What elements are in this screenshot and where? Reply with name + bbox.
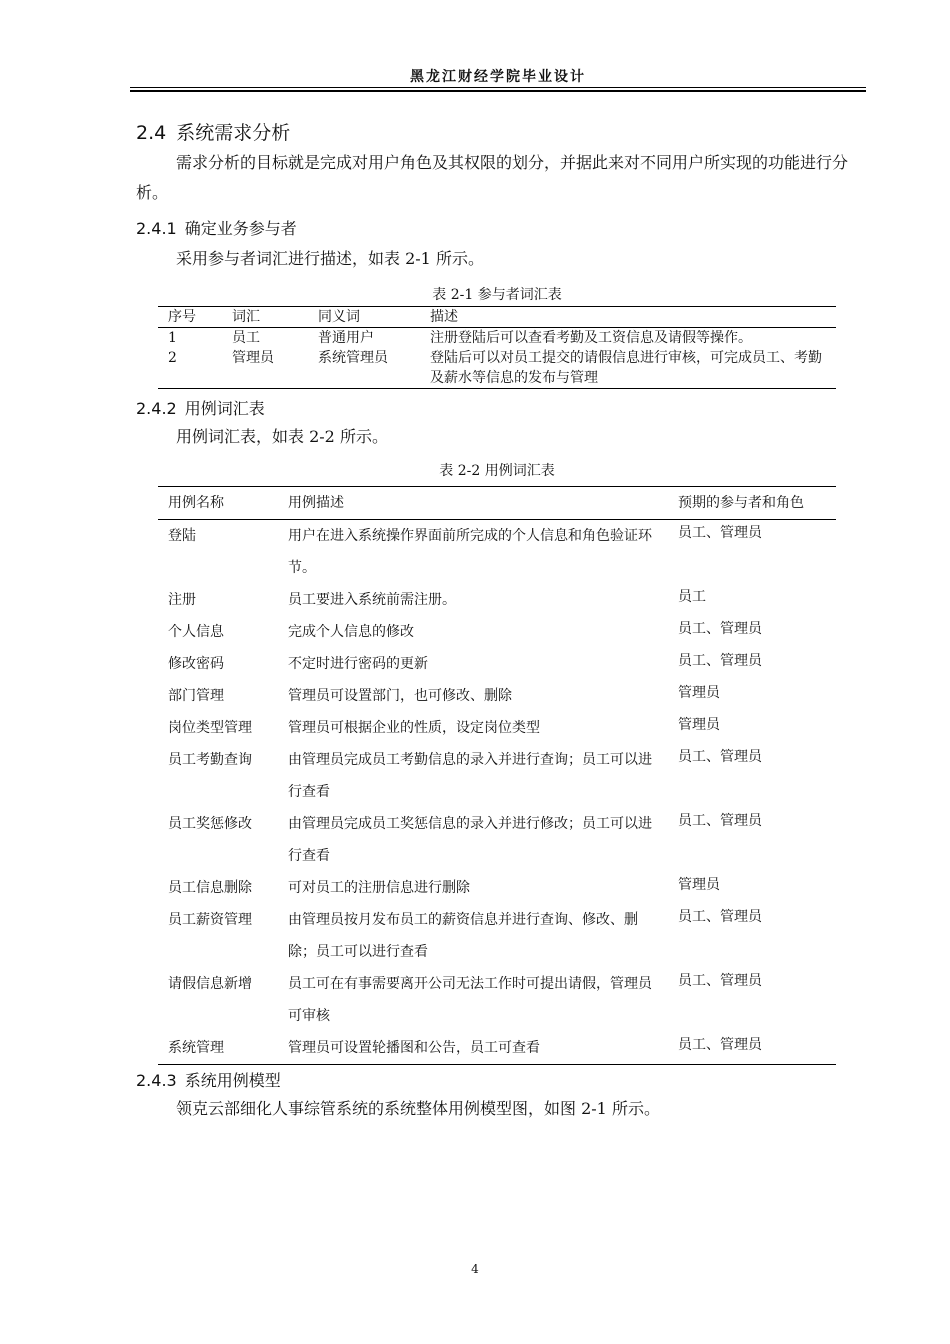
- table-row: [158, 680, 836, 712]
- table-cell: 完成个人信息的修改: [288, 624, 414, 640]
- section-title: 系统需求分析: [176, 122, 291, 144]
- table-cell: 管理员可根据企业的性质，设定岗位类型: [288, 720, 540, 736]
- table-cell: 由管理员按月发布员工的薪资信息并进行查询、修改、删除；员工可以进行查看: [288, 912, 638, 960]
- table-cell: 修改密码: [168, 656, 224, 672]
- table-cell: 员工、管理员: [678, 525, 762, 541]
- table-row: [158, 904, 836, 968]
- table-cell: 用户在进入系统操作界面前所完成的个人信息和角色验证环节。: [288, 528, 652, 576]
- table-cell: 管理员: [678, 877, 720, 893]
- table-cell: 不定时进行密码的更新: [288, 656, 428, 672]
- subsection-title: 确定业务参与者: [184, 219, 297, 238]
- table-cell: 系统管理: [168, 1040, 224, 1056]
- table-cell: 管理员: [678, 717, 720, 733]
- table-cell: 员工要进入系统前需注册。: [288, 592, 456, 608]
- table-cell: 员工、管理员: [678, 621, 762, 637]
- table-cell: 请假信息新增: [168, 976, 252, 992]
- table-row: [158, 584, 836, 616]
- column-header: 预期的参与者和角色: [668, 487, 836, 520]
- column-header: 用例描述: [278, 487, 668, 520]
- table-cell: 管理员: [678, 685, 720, 701]
- table-cell: 员工: [678, 589, 706, 605]
- table-header-row: [158, 487, 836, 520]
- table-row: [158, 616, 836, 648]
- table-cell: 由管理员完成员工考勤信息的录入并进行查询；员工可以进行查看: [288, 752, 652, 800]
- table-cell: 个人信息: [168, 624, 224, 640]
- column-header: 序号: [158, 307, 222, 328]
- table-cell: 注册登陆后可以查看考勤及工资信息及请假等操作。: [430, 330, 752, 346]
- table-row: [158, 808, 836, 872]
- subsection-heading-1: [136, 216, 297, 239]
- table-row: [158, 1032, 836, 1065]
- subsection-title: 用例词汇表: [184, 399, 265, 418]
- table-cell: 员工、管理员: [678, 749, 762, 765]
- table-cell: 员工、管理员: [678, 973, 762, 989]
- table-cell: 员工薪资管理: [168, 912, 252, 928]
- header-title: 黑龙江财经学院毕业设计: [410, 69, 586, 85]
- section-heading: [136, 118, 290, 145]
- table-cell: 登陆: [168, 528, 196, 544]
- table-cell: 岗位类型管理: [168, 720, 252, 736]
- column-header: 用例名称: [158, 487, 278, 520]
- table-cell: 系统管理员: [318, 350, 388, 366]
- table1-caption: 表 2-1 参与者词汇表: [432, 287, 562, 303]
- table-cell: 由管理员完成员工奖惩信息的录入并进行修改；员工可以进行查看: [288, 816, 652, 864]
- table-cell: 部门管理: [168, 688, 224, 704]
- column-header: 描述: [420, 307, 836, 328]
- table-row: [158, 968, 836, 1032]
- intro-paragraph: 需求分析的目标就是完成对用户角色及其权限的划分，并据此来对不同用户所实现的功能进行分析。: [136, 153, 849, 202]
- table-row: [158, 744, 836, 808]
- table-cell: 管理员可设置轮播图和公告，员工可查看: [288, 1040, 540, 1056]
- table-cell: 登陆后可以对员工提交的请假信息进行审核，可完成员工、考勤及薪水等信息的发布与管理: [430, 350, 822, 386]
- section-number: 2.4: [136, 122, 167, 144]
- table-cell: 员工考勤查询: [168, 752, 252, 768]
- table-header-row: [158, 307, 836, 328]
- subsection-heading-3: [136, 1068, 281, 1091]
- subsection-number: 2.4.1: [136, 219, 177, 238]
- subsection-number: 2.4.3: [136, 1071, 177, 1090]
- subsection-heading-2: [136, 396, 265, 419]
- column-header: 同义词: [308, 307, 420, 328]
- table-cell: 员工信息删除: [168, 880, 252, 896]
- table-cell: 员工、管理员: [678, 909, 762, 925]
- table-cell: 注册: [168, 592, 196, 608]
- table2-caption: 表 2-2 用例词汇表: [439, 463, 555, 479]
- table-cell: 可对员工的注册信息进行删除: [288, 880, 470, 896]
- header-rule-thick: [130, 90, 866, 92]
- table-row: [158, 348, 836, 389]
- column-header: 词汇: [222, 307, 308, 328]
- table-cell: 2: [168, 350, 177, 366]
- table-row: [158, 648, 836, 680]
- table-cell: 员工、管理员: [678, 653, 762, 669]
- table-cell: 1: [168, 330, 177, 346]
- use-case-table: [158, 486, 836, 1065]
- table-cell: 员工: [232, 330, 260, 346]
- subsection-text-1: 采用参与者词汇进行描述，如表 2-1 所示。: [176, 249, 484, 268]
- page-number: 4: [471, 1262, 479, 1276]
- table-row: [158, 328, 836, 349]
- subsection-title: 系统用例模型: [184, 1071, 281, 1090]
- table-cell: 管理员: [232, 350, 274, 366]
- subsection-text-2: 用例词汇表，如表 2-2 所示。: [176, 427, 388, 446]
- table-cell: 员工、管理员: [678, 1037, 762, 1053]
- table-cell: 员工可在有事需要离开公司无法工作时可提出请假，管理员可审核: [288, 976, 652, 1024]
- table-row: [158, 872, 836, 904]
- subsection-number: 2.4.2: [136, 399, 177, 418]
- header-rule: [130, 87, 866, 88]
- table-cell: 管理员可设置部门，也可修改、删除: [288, 688, 512, 704]
- table-row: [158, 712, 836, 744]
- table-cell: 员工、管理员: [678, 813, 762, 829]
- table-cell: 普通用户: [318, 330, 374, 346]
- subsection-text-3: 领克云部细化人事综管系统的系统整体用例模型图，如图 2-1 所示。: [176, 1099, 660, 1118]
- participant-table: [158, 306, 836, 389]
- table-row: [158, 520, 836, 585]
- table-cell: 员工奖惩修改: [168, 816, 252, 832]
